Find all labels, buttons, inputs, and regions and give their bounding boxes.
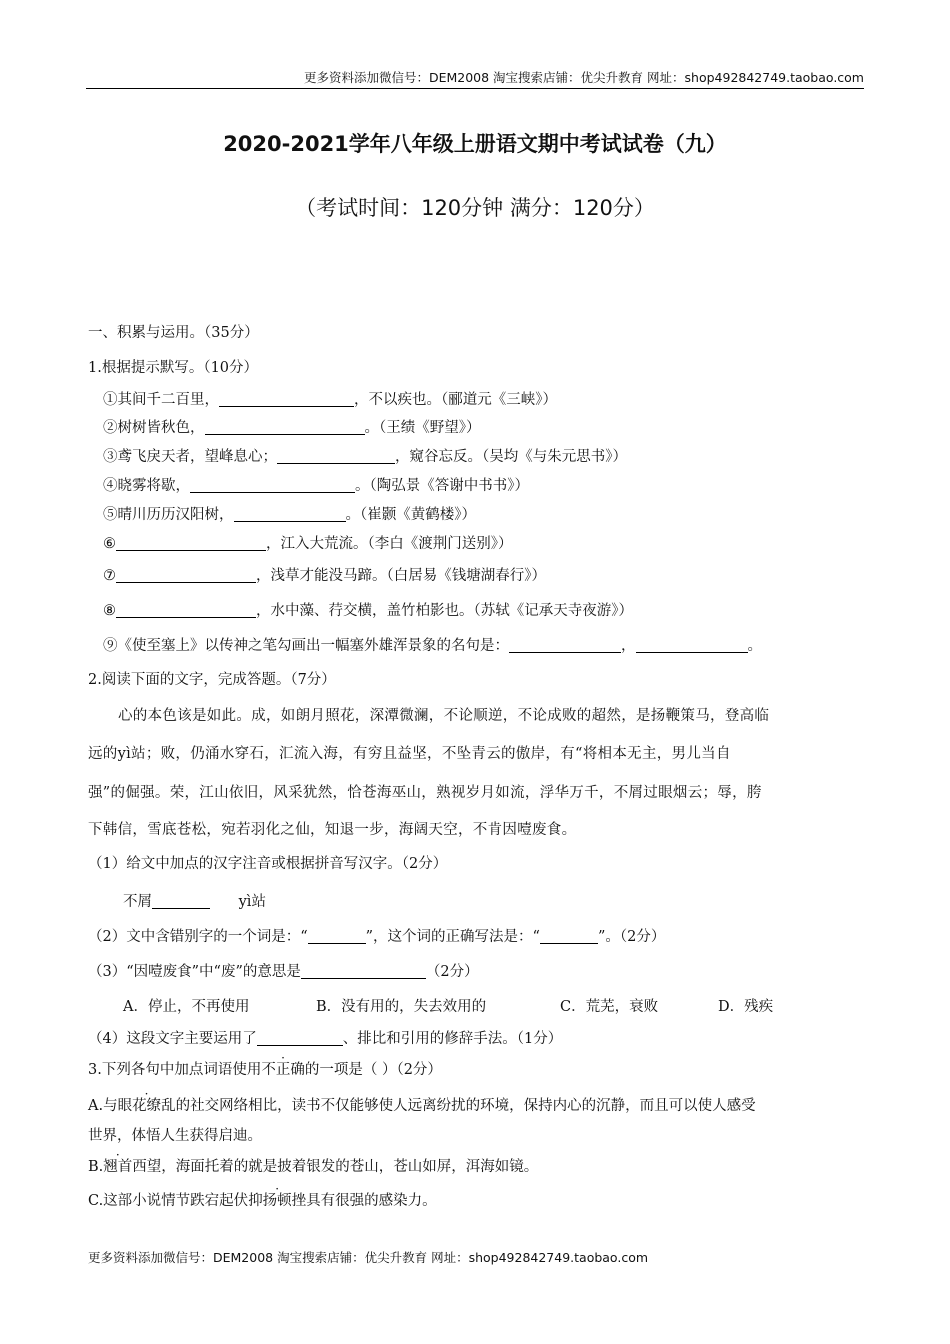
answer-blank[interactable] (234, 506, 346, 522)
answer-blank[interactable] (152, 893, 210, 909)
answer-blank[interactable] (308, 928, 366, 944)
q1-item-9: ⑨《使至塞上》以传神之笔勾画出一幅塞外雄浑景象的名句是： ， 。 (103, 638, 762, 654)
q1-item-8: ⑧ ，水中藻、荇交横，盖竹柏影也。（苏轼《记承天寺夜游》） (103, 603, 633, 619)
question-1-stem: 1.根据提示默写。（10分） (88, 360, 259, 376)
answer-blank[interactable] (116, 567, 256, 583)
option-c: C．荒芜，衰败 (560, 999, 659, 1015)
q3-option-a: A.与眼花缭乱的社交网络相比，读书不仅能够使人远离纷扰的环境，保持内心的沉静，而且可以使人感受 (88, 1098, 756, 1114)
passage-line-1: 心的本色该是如此。成，如朗月照花，深潭微澜，不论顺逆，不论成败的超然，是扬鞭策马，登高临 (118, 708, 770, 724)
question-2-stem: 2.阅读下面的文字，完成答题。（7分） (88, 672, 336, 688)
passage-line-4: 下韩信，雪底苍松，宛若羽化之仙，知退一步，海阔天空，不肯因噎废食。 (88, 822, 577, 838)
q2-sub-1-answers: 不屑 yì站 (123, 894, 266, 910)
answer-blank[interactable] (190, 477, 355, 493)
page-footer: 更多资料添加微信号：DEM2008 淘宝搜索店铺：优尖升教育 网址：shop492842749.taobao.com (88, 1250, 649, 1265)
section-heading: 一、积累与运用。（35分） (88, 325, 259, 341)
answer-blank[interactable] (205, 419, 365, 435)
header-divider (86, 88, 864, 89)
passage-line-3: 强”的倔强。荣，江山依旧，风采犹然，恰苍海巫山，熟视岁月如流，浮华万千，不屑过眼烟云；辱，胯 (88, 785, 762, 801)
q1-item-3: ③鸢飞戾天者，望峰息心； ，窥谷忘反。（吴均《与朱元思书》） (103, 449, 627, 465)
q1-item-7: ⑦ ，浅草才能没马蹄。（白居易《钱塘湖春行》） (103, 568, 546, 584)
option-d: D．残疾 (718, 999, 774, 1015)
option-a: A．停止，不再使用 (123, 999, 250, 1015)
q1-item-6: ⑥ ，江入大荒流。（李白《渡荆门送别》） (103, 536, 513, 552)
page-header: 更多资料添加微信号：DEM2008 淘宝搜索店铺：优尖升教育 网址：shop492842749.taobao.com (303, 70, 864, 85)
q3-option-c: C.这部小说情节跌宕起伏抑扬顿挫具有很强的感染力。 (88, 1193, 437, 1209)
answer-blank[interactable] (277, 448, 395, 464)
answer-blank[interactable] (257, 1030, 343, 1046)
answer-blank[interactable] (540, 928, 598, 944)
answer-blank[interactable] (116, 535, 266, 551)
q2-sub-3: （3）“因噎废食”中“废”的意思是 （2分） (88, 964, 479, 980)
exam-subtitle: （考试时间：120分钟 满分：120分） (295, 196, 655, 220)
emphasized-word: 抑扬顿挫 (248, 1193, 307, 1209)
q1-item-4: ④晓雾将歇， 。（陶弘景《答谢中书书》） (103, 478, 529, 494)
emphasized-word: 不正确 (261, 1062, 305, 1078)
answer-blank[interactable] (509, 637, 621, 653)
exam-title: 2020-2021学年八年级上册语文期中考试试卷（九） (223, 132, 727, 156)
passage-line-2: 远的yì站；败，仍涌水穿石，汇流入海，有穷且益坚，不坠青云的傲岸，有“将相本无主，男儿当自 (88, 746, 731, 762)
q1-item-5: ⑤晴川历历汉阳树， 。（崔颢《黄鹤楼》） (103, 507, 476, 523)
q2-sub-4: （4）这段文字主要运用了 、排比和引用的修辞手法。（1分） (88, 1031, 563, 1047)
answer-blank[interactable] (301, 963, 426, 979)
q3-option-b: B.翘首西望，海面托着的就是披着银发的苍山，苍山如屏，洱海如镜。 (88, 1159, 539, 1175)
q2-sub-1: （1）给文中加点的汉字注音或根据拼音写汉字。（2分） (88, 856, 448, 872)
q2-sub-2: （2）文中含错别字的一个词是：“ ”，这个词的正确写法是：“ ”。（2分） (88, 929, 666, 945)
q1-item-1: ①其间千二百里， ，不以疾也。（郦道元《三峡》） (103, 392, 557, 408)
answer-blank[interactable] (219, 391, 354, 407)
q1-item-2: ②树树皆秋色， 。（王绩《野望》） (103, 420, 481, 436)
emphasized-word: 翘首 (103, 1159, 133, 1175)
emphasized-word: 眼花缭乱 (117, 1098, 176, 1114)
q3-option-a-cont: 世界，体悟人生获得启迪。 (88, 1128, 262, 1144)
question-3-stem: 3.下列各句中加点词语使用不正确的一项是（ ）（2分） (88, 1062, 442, 1078)
answer-blank[interactable] (116, 602, 256, 618)
option-b: B．没有用的，失去效用的 (316, 999, 487, 1015)
answer-blank[interactable] (636, 637, 748, 653)
